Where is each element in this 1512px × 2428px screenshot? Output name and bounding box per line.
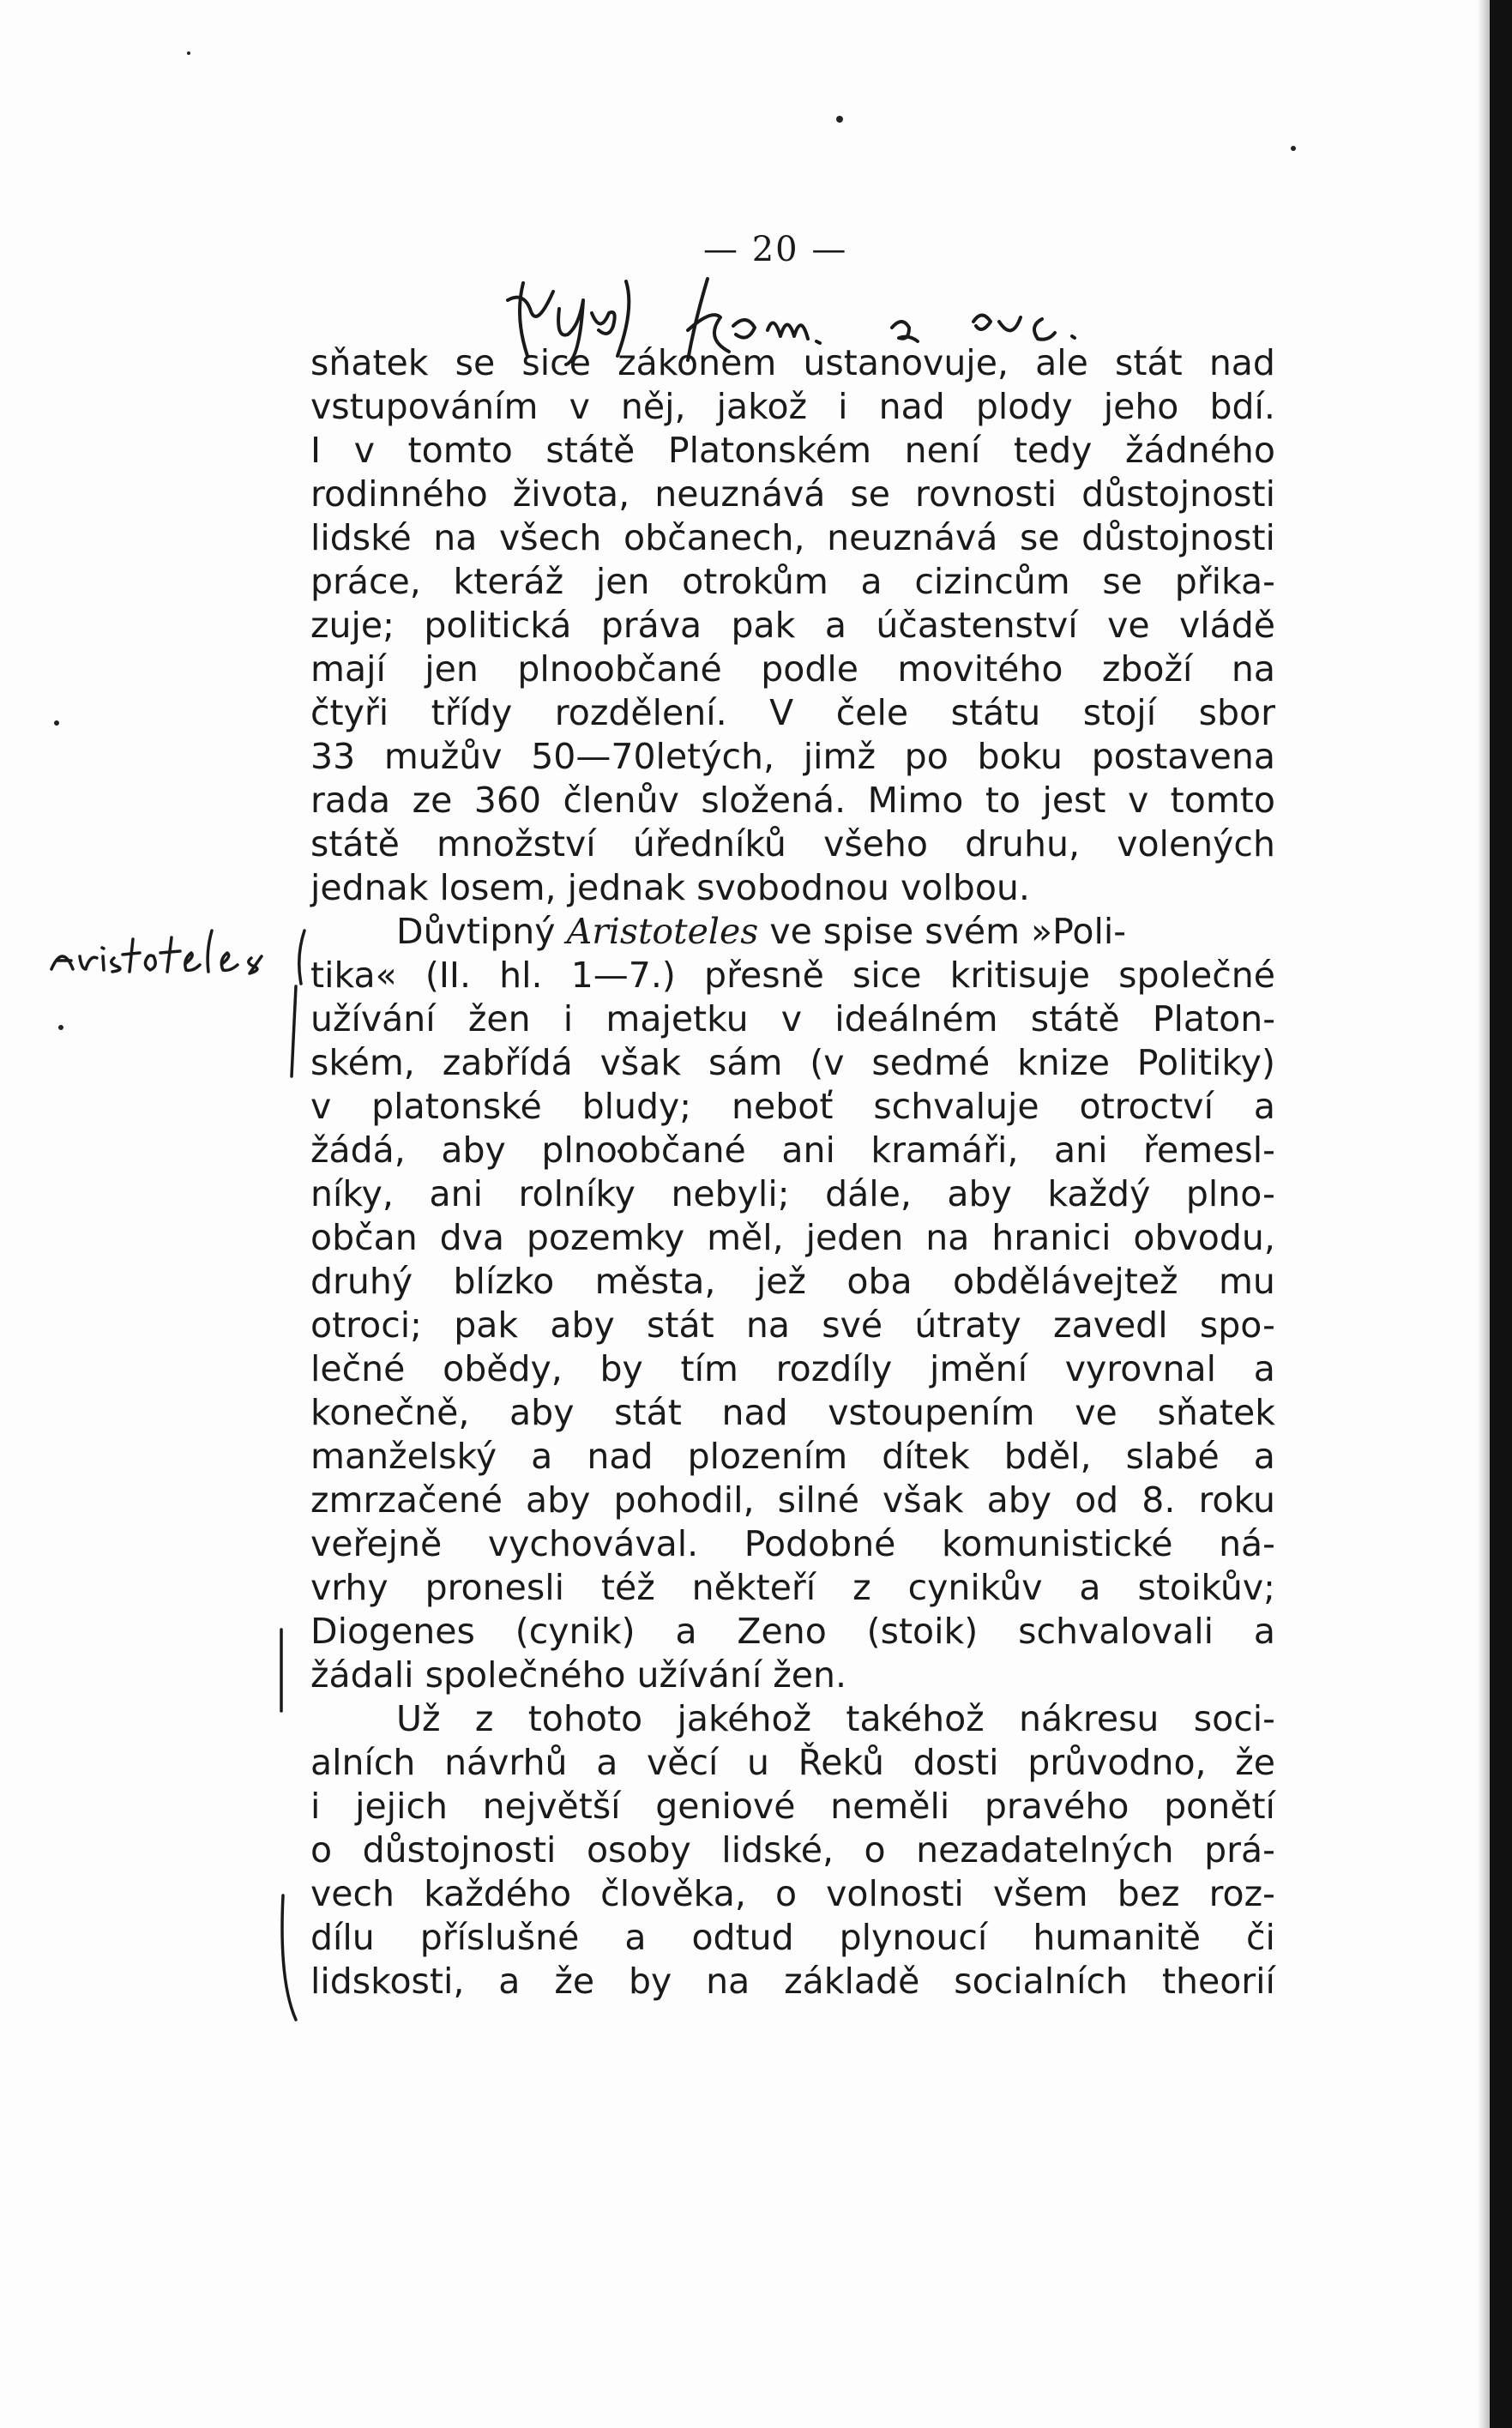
text-line: lečné obědy, by tím rozdíly jmění vyrovnal a bbox=[310, 1348, 1275, 1389]
text-line: dílu příslušné a odtud plynoucí humanitě či bbox=[310, 1917, 1275, 1958]
text-line-first bbox=[310, 910, 1275, 954]
handwritten-margin-note bbox=[47, 922, 322, 986]
paragraph-3 bbox=[310, 1697, 1275, 2003]
text-fragment: Důvtipný bbox=[396, 911, 567, 952]
text-line: sňatek se sice zákonem ustanovuje, ale stát nad bbox=[310, 342, 1275, 383]
paragraph-2 bbox=[310, 910, 1275, 1697]
text-line: I v tomto státě Platonském není tedy žádného bbox=[310, 430, 1275, 471]
text-line: 33 mužův 50—70letých, jimž po boku postavena bbox=[310, 736, 1275, 777]
body-text bbox=[310, 341, 1275, 2003]
text-line: v platonské bludy; neboť schvaluje otroctví a bbox=[310, 1086, 1275, 1127]
text-line: státě množství úředníků všeho druhu, volených bbox=[310, 823, 1275, 865]
text-line: tika« (II. hl. 1—7.) přesně sice kritisuje společné bbox=[310, 955, 1275, 996]
author-name-italic: Aristoteles bbox=[566, 911, 759, 952]
text-line: Diogenes (cynik) a Zeno (stoik) schvalovali a bbox=[310, 1611, 1275, 1652]
text-fragment: ve spise svém »Poli- bbox=[758, 911, 1127, 952]
text-line: alních návrhů a věcí u Řeků dosti průvodno, že bbox=[310, 1742, 1275, 1783]
text-line: žádá, aby plnoobčané ani kramáři, ani řemesl- bbox=[310, 1130, 1275, 1171]
text-line: vstupováním v něj, jakož i nad plody jeho bdí. bbox=[310, 386, 1275, 427]
text-line: čtyři třídy rozdělení. V čele státu stojí sbor bbox=[310, 692, 1275, 733]
text-line: i jejich největší geniové neměli pravého ponětí bbox=[310, 1786, 1275, 1827]
text-line: občan dva pozemky měl, jeden na hranici obvodu, bbox=[310, 1217, 1275, 1258]
page-number: — 20 — bbox=[703, 230, 848, 269]
text-line: konečně, aby stát nad vstoupením ve sňatek bbox=[310, 1392, 1275, 1433]
text-line: manželský a nad plozením dítek bděl, slabé a bbox=[310, 1436, 1275, 1477]
text-line: užívání žen i majetku v ideálném státě Platon- bbox=[310, 998, 1275, 1039]
page-edge-shadow bbox=[1478, 0, 1490, 2428]
text-line: rada ze 360 členův složená. Mimo to jest v tomto bbox=[310, 780, 1275, 821]
text-line: lidské na všech občanech, neuznává se důstojnosti bbox=[310, 517, 1275, 558]
text-line: níky, ani rolníky nebyli; dále, aby každý plno- bbox=[310, 1173, 1275, 1214]
text-line: vech každého člověka, o volnosti všem bez roz- bbox=[310, 1873, 1275, 1914]
text-line: jednak losem, jednak svobodnou volbou. bbox=[310, 867, 1030, 908]
text-line: o důstojnosti osoby lidské, o nezadatelných prá- bbox=[310, 1829, 1275, 1871]
text-line: lidskosti, a že by na základě socialních theorií bbox=[310, 1961, 1275, 2002]
text-line: zmrzačené aby pohodil, silné však aby od 8. roku bbox=[310, 1479, 1275, 1521]
text-line: práce, kteráž jen otrokům a cizincům se přika- bbox=[310, 561, 1275, 602]
margin-bracket-aristoteles bbox=[292, 986, 296, 1076]
text-line: mají jen plnoobčané podle movitého zboží na bbox=[310, 648, 1275, 690]
page-binding-edge bbox=[1490, 0, 1512, 2428]
text-line: žádali společného užívání žen. bbox=[310, 1654, 847, 1696]
text-line: zuje; politická práva pak a účastenství ve vládě bbox=[310, 605, 1275, 646]
text-line: rodinného života, neuznává se rovnosti důstojnosti bbox=[310, 473, 1275, 515]
text-line: veřejně vychovával. Podobné komunistické ná- bbox=[310, 1523, 1275, 1564]
text-line: druhý blízko města, jež oba obdělávejtež mu bbox=[310, 1261, 1275, 1302]
text-line: Už z tohoto jakéhož takéhož nákresu soci- bbox=[396, 1698, 1275, 1739]
paragraph-1 bbox=[310, 341, 1275, 910]
text-line: otroci; pak aby stát na své útraty zavedl spo- bbox=[310, 1304, 1275, 1346]
text-line: vrhy pronesli též někteří z cynikův a stoikův; bbox=[310, 1567, 1275, 1608]
margin-bracket-conclusion bbox=[282, 1895, 296, 2020]
text-line: ském, zabřídá však sám (v sedmé knize Politiky) bbox=[310, 1042, 1275, 1083]
